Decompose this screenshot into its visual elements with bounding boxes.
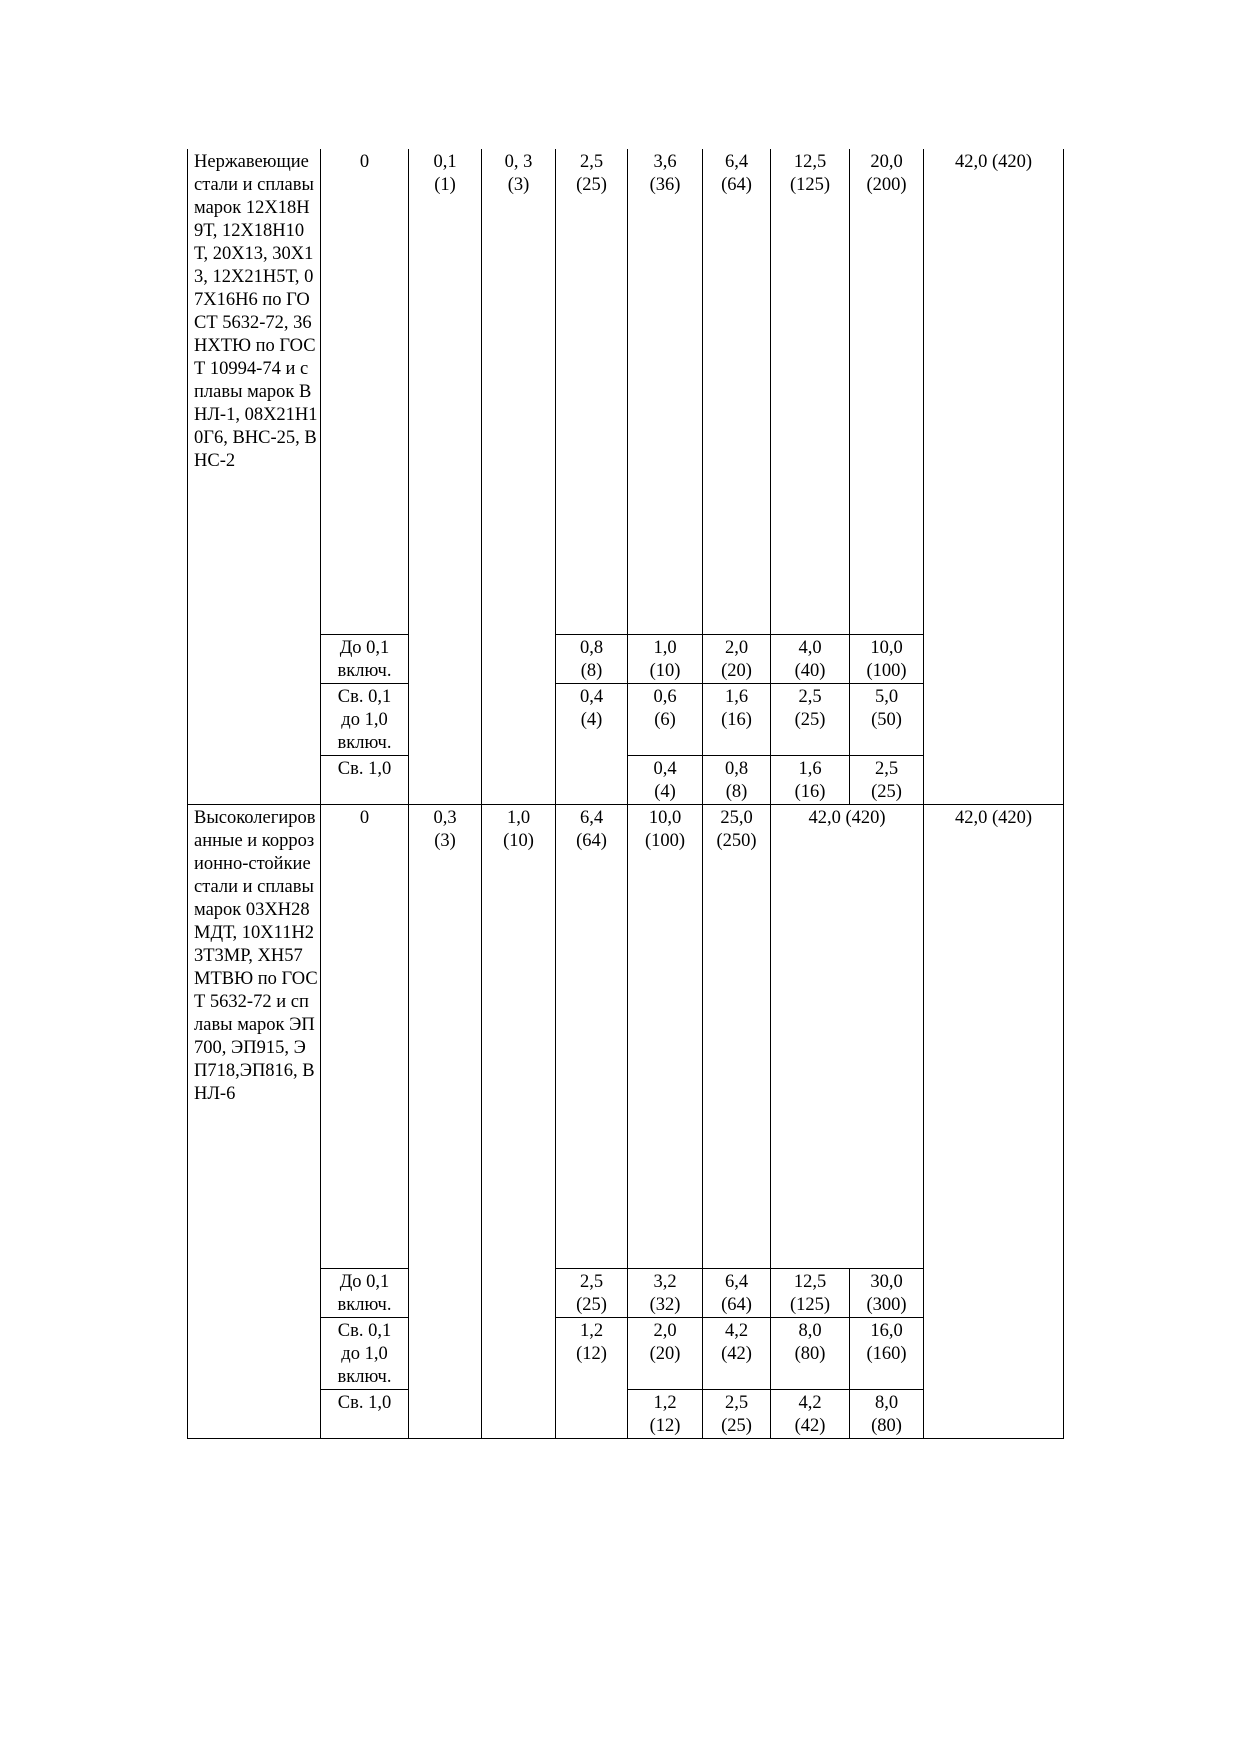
table-cell: 1,0 (10) <box>628 635 703 684</box>
table-cell: 20,0 (200) <box>850 149 924 635</box>
table-cell: 1,6 (16) <box>703 684 771 756</box>
empty-cell <box>924 1269 1064 1318</box>
empty-cell <box>924 635 1064 684</box>
empty-cell <box>556 1390 628 1439</box>
table-cell: 6,4 (64) <box>703 149 771 635</box>
tolerance-table <box>187 149 1064 1439</box>
table-row <box>188 1390 1064 1439</box>
empty-cell <box>188 1390 321 1439</box>
table-cell: 0, 3 (3) <box>482 149 556 635</box>
empty-cell <box>556 756 628 805</box>
table-cell: 4,2 (42) <box>771 1390 850 1439</box>
material-cell: Нержавеющие стали и сплавы марок 12Х18Н9Т, 12Х18Н10Т, 20Х13, 30Х13, 12Х21Н5Т, 07Х16Н6 по ГОСТ 5632-72, 36НХТЮ по ГОСТ 10994-74 и сплавы марок ВНЛ-1, 08Х21Н10Г6, ВНС-25, ВНС-2 <box>188 149 321 635</box>
empty-cell <box>924 684 1064 756</box>
material-cell: Высоколегированные и коррозионно-стойкие стали и сплавы марок 03ХН28МДТ, 10Х11Н23Т3МР, ХН57МТВЮ по ГОСТ 5632-72 и сплавы марок ЭП700, ЭП915, ЭП718,ЭП816, ВНЛ-6 <box>188 805 321 1269</box>
table-cell: 4,2 (42) <box>703 1318 771 1390</box>
table-cell: 2,5 (25) <box>703 1390 771 1439</box>
table-cell: 2,5 (25) <box>850 756 924 805</box>
table-cell: 8,0 (80) <box>850 1390 924 1439</box>
table-cell: 1,6 (16) <box>771 756 850 805</box>
empty-cell <box>188 1318 321 1390</box>
empty-cell <box>409 1269 482 1318</box>
range-label-cell: До 0,1 включ. <box>321 635 409 684</box>
range-label-cell: Св. 0,1 до 1,0 включ. <box>321 684 409 756</box>
table-cell: 0,8 (8) <box>703 756 771 805</box>
table-cell: 30,0 (300) <box>850 1269 924 1318</box>
empty-cell <box>188 635 321 684</box>
empty-cell <box>409 756 482 805</box>
empty-cell <box>482 756 556 805</box>
table-cell: 0,4 (4) <box>628 756 703 805</box>
range-label-cell: Св. 0,1 до 1,0 включ. <box>321 1318 409 1390</box>
table-row <box>188 756 1064 805</box>
table-cell: 12,5 (125) <box>771 149 850 635</box>
table-cell: 25,0 (250) <box>703 805 771 1269</box>
table-cell: 0,4 (4) <box>556 684 628 756</box>
empty-cell <box>482 1269 556 1318</box>
table-cell: 0,6 (6) <box>628 684 703 756</box>
empty-cell <box>482 1318 556 1390</box>
table-cell: 3,2 (32) <box>628 1269 703 1318</box>
table-cell: 3,6 (36) <box>628 149 703 635</box>
table-row <box>188 684 1064 756</box>
empty-cell <box>409 635 482 684</box>
empty-cell <box>482 635 556 684</box>
table-cell: 42,0 (420) <box>771 805 924 1269</box>
table-cell: 0 <box>321 805 409 1269</box>
table-cell: 0 <box>321 149 409 635</box>
empty-cell <box>409 684 482 756</box>
table-cell: 1,2 (12) <box>628 1390 703 1439</box>
table-row <box>188 805 1064 1269</box>
table-cell: 6,4 (64) <box>703 1269 771 1318</box>
empty-cell <box>188 684 321 756</box>
table-cell: 1,2 (12) <box>556 1318 628 1390</box>
empty-cell <box>924 1318 1064 1390</box>
table-cell: 10,0 (100) <box>850 635 924 684</box>
table-row <box>188 149 1064 635</box>
table-cell: 42,0 (420) <box>924 149 1064 635</box>
table-cell: 1,0 (10) <box>482 805 556 1269</box>
empty-cell <box>482 684 556 756</box>
range-label-cell: Св. 1,0 <box>321 756 409 805</box>
table-cell: 10,0 (100) <box>628 805 703 1269</box>
table-row <box>188 1269 1064 1318</box>
table-cell: 2,5 (25) <box>771 684 850 756</box>
table-cell: 8,0 (80) <box>771 1318 850 1390</box>
table-cell: 2,5 (25) <box>556 149 628 635</box>
table-cell: 0,1 (1) <box>409 149 482 635</box>
table-cell: 16,0 (160) <box>850 1318 924 1390</box>
table-cell: 2,5 (25) <box>556 1269 628 1318</box>
empty-cell <box>924 1390 1064 1439</box>
table-cell: 42,0 (420) <box>924 805 1064 1269</box>
empty-cell <box>924 756 1064 805</box>
empty-cell <box>482 1390 556 1439</box>
table-cell: 0,8 (8) <box>556 635 628 684</box>
table-cell: 12,5 (125) <box>771 1269 850 1318</box>
range-label-cell: Св. 1,0 <box>321 1390 409 1439</box>
empty-cell <box>188 756 321 805</box>
empty-cell <box>188 1269 321 1318</box>
empty-cell <box>409 1318 482 1390</box>
table-cell: 2,0 (20) <box>703 635 771 684</box>
table-cell: 2,0 (20) <box>628 1318 703 1390</box>
table-cell: 6,4 (64) <box>556 805 628 1269</box>
table-cell: 0,3 (3) <box>409 805 482 1269</box>
empty-cell <box>409 1390 482 1439</box>
table-cell: 5,0 (50) <box>850 684 924 756</box>
range-label-cell: До 0,1 включ. <box>321 1269 409 1318</box>
table-cell: 4,0 (40) <box>771 635 850 684</box>
table-row <box>188 1318 1064 1390</box>
table-row <box>188 635 1064 684</box>
